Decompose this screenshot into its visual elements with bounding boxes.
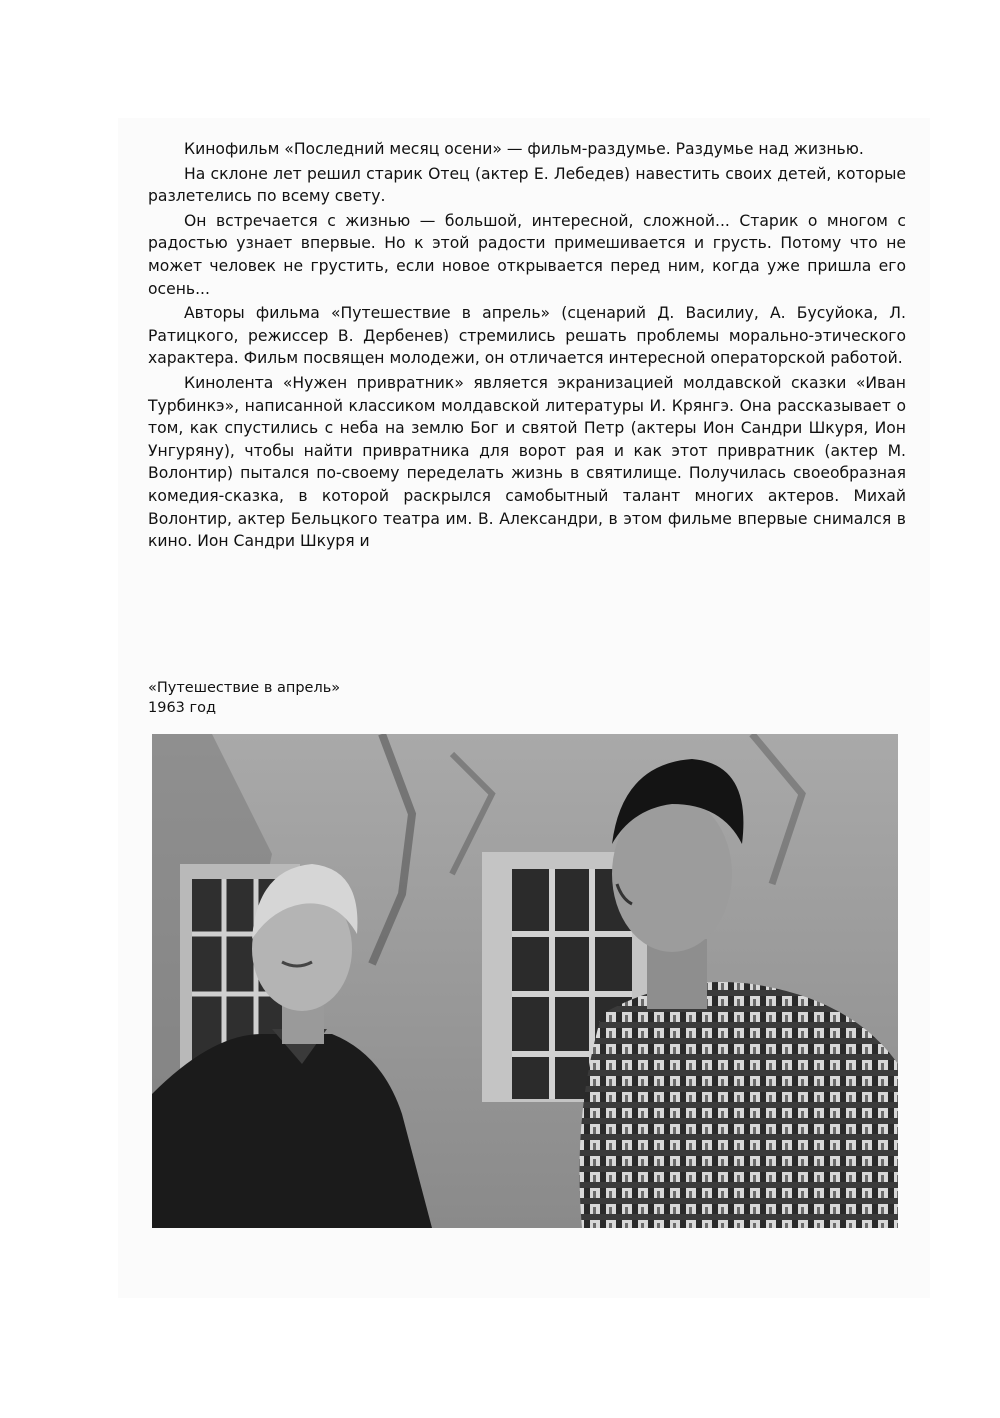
paragraph-1: Кинофильм «Последний месяц осени» — фильм-раздумье. Раздумье над жизнью. [184, 140, 864, 158]
article-text [148, 138, 906, 553]
photo-caption [148, 678, 340, 718]
paragraph-3: Он встречается с жизнью — большой, интересной, сложной... Старик о многом с радостью узнает впервые. Но к этой радости примешивается и грусть. Потому что не может человек не грустить, если новое открывается перед ним, когда уже пришла его осень... [148, 211, 906, 298]
film-still-photo [152, 734, 898, 1228]
film-still-image [152, 734, 898, 1228]
paragraph-2: На склоне лет решил старик Отец (актер Е. Лебедев) навестить своих детей, которые разлетелись по всему свету. [148, 164, 906, 206]
caption-year: 1963 год [148, 700, 217, 716]
caption-title: «Путешествие в апрель» [148, 680, 341, 696]
paragraph-4: Авторы фильма «Путешествие в апрель» (сценарий Д. Василиу, А. Бусуйока, Л. Ратицкого, режиссер В. Дербенев) стремились решать проблемы морально-этического характера. Фильм посвящен молодежи, он отличается интересной операторской работой. [148, 304, 906, 368]
paragraph-5: Кинолента «Нужен привратник» является экранизацией молдавской сказки «Иван Турбинкэ», написанной классиком молдавской литературы И. Крянгэ. Она рассказывает о том, как спустились с неба на землю Бог и святой Петр (актеры Ион Сандри Шкуря, Ион Унгуряну), чтобы найти привратника для ворот рая и как этот привратник (актер М. Волонтир) пытался по-своему переделать жизнь в святилище. Получилась своеобразная комедия-сказка, в которой раскрылся самобытный талант многих актеров. Михай Волонтир, актер Бельцкого театра им. В. Александри, в этом фильме впервые снимался в кино. Ион Сандри Шкуря и [148, 373, 906, 551]
